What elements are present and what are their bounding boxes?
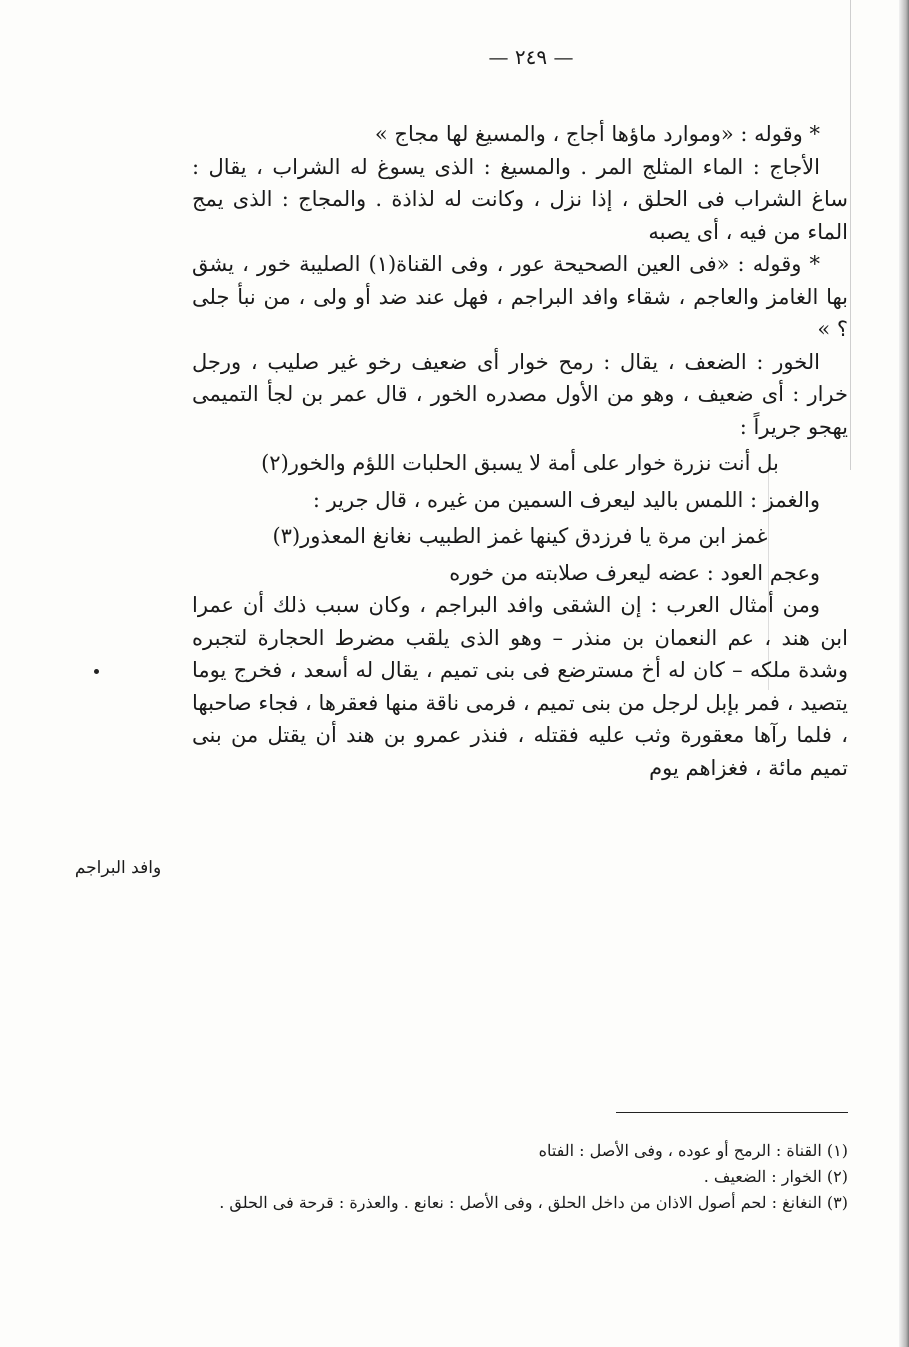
paragraph-gloss-4: وعجم العود : عضه ليعرف صلابته من خوره xyxy=(449,560,820,585)
paragraph-quote-1: * وقوله : «وموارد ماؤها أجاج ، والمسيغ لها مجاج » xyxy=(374,122,820,146)
footnote-rule xyxy=(616,1112,848,1113)
margin-note: وافد البراجم xyxy=(74,858,162,878)
footnotes xyxy=(186,1138,848,1216)
verse-1: بل أنت نزرة خوار على أمة لا يسبق الحلبات اللؤم والخور(٢) xyxy=(261,451,779,475)
footnote-1: (١) القناة : الرمح أو عوده ، وفى الأصل : الفتاه xyxy=(538,1141,848,1160)
page-fold-line xyxy=(850,0,851,470)
paragraph-proverb: ومن أمثال العرب : إن الشقى وافد البراجم ، وكان سبب ذلك أن عمرا ابن هند ، عم النعمان بن منذر – وهو الذى يلقب مضرط الحجارة لتجبره وشدة ملكه – كان له أخ مسترضع فى بنى تميم ، يقال له أسعد ، فخرج يوما يتصيد ، فمر بإبل لرجل من بنى تميم ، فرمى ناقة منها فعقرها ، فجاء صاحبها ، فلما رآها معقورة وثب عليه فقتله ، فنذر عمرو بن هند أن يقتل من بنى تميم مائة ، فغزاهم يوم xyxy=(192,593,848,780)
footnote-3: (٣) النغانغ : لحم أصول الاذان من داخل الحلق ، وفى الأصل : نعانع . والعذرة : قرحة فى الحلق . xyxy=(219,1193,848,1212)
main-text xyxy=(192,118,848,784)
verse-2: غمز ابن مرة يا فرزدق كينها غمز الطبيب نغانغ المعذور(٣) xyxy=(272,524,768,548)
footnote-2: (٢) الخوار : الضعيف . xyxy=(703,1167,848,1186)
paragraph-gloss-1: الأجاج : الماء المثلج المر . والمسيغ : الذى يسوغ له الشراب ، يقال : ساغ الشراب فى الحلق ، إذا نزل ، وكانت له لذاذة . والمجاج : الذى يمج الماء من فيه ، أى يصبه xyxy=(192,154,848,244)
page-number: — ٢٤٩ — xyxy=(488,45,574,69)
paragraph-quote-2: * وقوله : «فى العين الصحيحة عور ، وفى القناة(١) الصليبة خور ، يشق بها الغامز والعاجم ، شقاء وافد البراجم ، فهل عند ضد أو ولى ، من نبأ جلى ؟ » xyxy=(192,252,848,341)
paragraph-gloss-3: والغمز : اللمس باليد ليعرف السمين من غيره ، قال جرير : xyxy=(312,487,820,512)
page-edge-shadow xyxy=(899,0,909,1347)
paragraph-gloss-2: الخور : الضعف ، يقال : رمح خوار أى ضعيف رخو غير صليب ، ورجل خرار : أى ضعيف ، وهو من الأول مصدره الخور ، قال عمر بن لجأ التميمى يهجو جريراً : xyxy=(192,349,848,439)
ink-dot xyxy=(94,669,99,674)
